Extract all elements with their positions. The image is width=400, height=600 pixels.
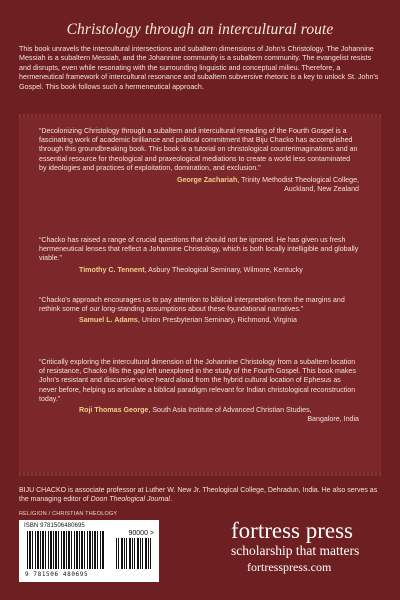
publisher-url: fortresspress.com bbox=[247, 560, 332, 574]
endorsement-quote: “Chacko's approach encourages us to pay attention to biblical interpretation from the margins and rethink some of our long-standing assumptions about these foundational narratives.” bbox=[39, 296, 345, 314]
isbn-barcode bbox=[19, 520, 159, 582]
category-label: RELIGION / CHRISTIAN THEOLOGY bbox=[19, 511, 118, 517]
barcode-bars bbox=[27, 531, 105, 569]
panel-bottom-border bbox=[19, 472, 381, 476]
endorsement-4 bbox=[39, 358, 359, 425]
endorsement-attribution bbox=[39, 266, 359, 275]
endorsement-quote: “Chacko has raised a range of crucial questions that should not be ignored. He has given us fresh hermeneutical lenses that reflect a Johannine Christology, which is both locally intelligible and globally viable.” bbox=[39, 236, 359, 263]
endorser-name: George Zachariah bbox=[176, 176, 238, 185]
endorsement-attribution bbox=[39, 316, 359, 325]
publisher-block bbox=[231, 519, 383, 575]
endorser-name: Samuel L. Adams bbox=[79, 316, 138, 325]
endorser-affiliation: , Asbury Theological Seminary, Wilmore, Kentucky bbox=[144, 265, 303, 274]
endorser-affiliation: , Trinity Methodist Theological College, bbox=[237, 176, 359, 185]
endorsements-panel bbox=[19, 114, 381, 476]
endorser-name: Roji Thomas George bbox=[79, 406, 149, 415]
isbn-digits: 9 781506 480695 bbox=[25, 571, 89, 578]
author-bio bbox=[19, 486, 382, 504]
endorsement-1 bbox=[39, 127, 359, 195]
journal-title: Doon Theological Journal bbox=[90, 496, 170, 504]
endorsement-3 bbox=[39, 296, 359, 326]
endorsement-quote: “Critically exploring the intercultural dimension of the Johannine Christology from a subaltern location of resistance, Chacko fills the gap left unexplored in the study of the Fourth Gospel. This book makes John's resistant and discursive voice heard aloud from the hybrid cultural location of Ephesus as never before, helping us articulate a biblical paradigm relevant for Indian christological reconstruction today.” bbox=[39, 358, 356, 403]
endorser-location: Auckland, New Zealand bbox=[284, 185, 359, 194]
endorsement-attribution bbox=[39, 406, 359, 415]
endorser-location: Bangalore, India bbox=[307, 415, 359, 424]
publisher-name: fortress press bbox=[231, 518, 353, 543]
endorser-name: Timothy C. Tennent bbox=[79, 265, 145, 274]
endorser-affiliation: , South Asia Institute of Advanced Christian Studies, bbox=[148, 406, 312, 415]
book-description: This book unravels the intercultural intersections and subaltern dimensions of John's Christology. The Johannine Messiah is a subaltern Messiah, and the Johannine community is a subaltern community. The evangelist resists and disrupts, even while resonating with the surrounding linguistic and conceptual milieu. Therefore, a hermeneutical framework of intercultural resonance and subaltern subversive rhetoric is a key to unlock St. John's Gospel. This book follows such a hermeneutical approach. bbox=[19, 45, 379, 91]
endorsement-quote: “Decolonizing Christology through a subaltern and intercultural rereading of the Fourth Gospel is a fascinating work of academic brilliance and political commitment that Biju Chacko has accomplished through this groundbreaking book. This book is a tutorial on christological counterimaginations and an essential resource for theological and praxeological mediations to create a world less contaminated by ideologies and practices of exploitation, domination, and exclusion.” bbox=[39, 127, 358, 172]
price-barcode-bars bbox=[116, 538, 152, 569]
publisher-tagline: scholarship that matters bbox=[231, 543, 360, 558]
endorsement-attribution bbox=[39, 176, 359, 195]
endorsement-2 bbox=[39, 236, 359, 275]
panel-top-border bbox=[19, 114, 381, 118]
cover-heading: Christology through an intercultural route bbox=[66, 21, 334, 38]
isbn-label: ISBN 9781506480695 bbox=[24, 523, 85, 529]
author-bio-text: BIJU CHACKO is associate professor at Luther W. New Jr. Theological College, Dehradun, India. He also serves as the managing editor of bbox=[19, 487, 378, 504]
author-bio-end: . bbox=[170, 496, 172, 504]
endorser-affiliation: , Union Presbyterian Seminary, Richmond, Virginia bbox=[137, 316, 297, 325]
price-code: 90000 > bbox=[128, 530, 154, 537]
